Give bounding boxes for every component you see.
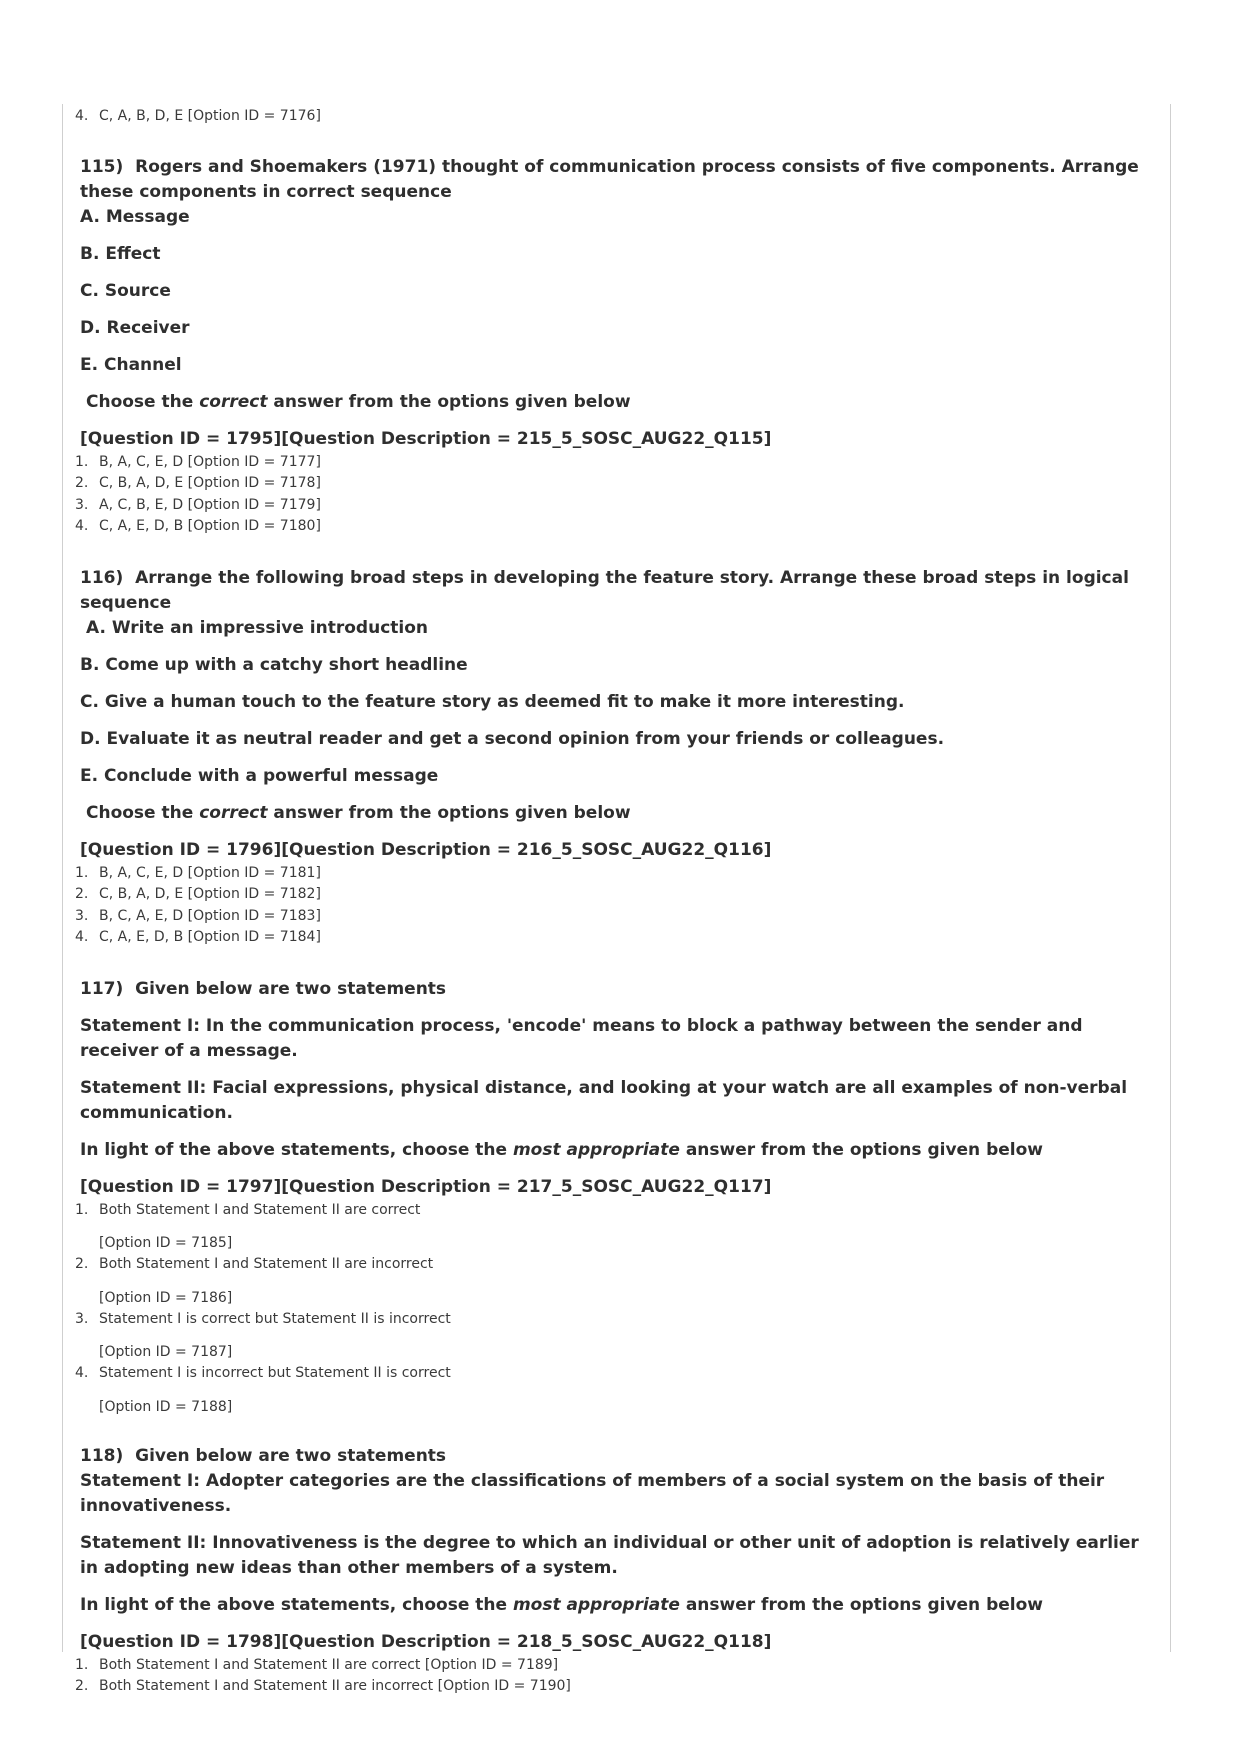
list-item: E. Channel [80,354,182,375]
list-item: C. Give a human touch to the feature story as deemed fit to make it more interesting. [80,691,905,712]
question-id: [Question ID = 1795][Question Description = 215_5_SOSC_AUG22_Q115] [80,428,772,449]
statement-2: Statement II: Innovativeness is the degree to which an individual or other unit of adoption is relatively earlier in adopting new ideas than other members of a system. [80,1532,1139,1578]
option-id: [Option ID = 7188] [99,1398,233,1415]
option-item: 2. C, B, A, D, E [Option ID = 7178] [75,475,321,491]
list-item: B. Come up with a catchy short headline [80,654,468,675]
option-item: 2. Both Statement I and Statement II are incorrect [Option ID = 7190] [75,1678,571,1694]
question-117 [62,977,1162,1418]
question-id: [Question ID = 1798][Question Description = 218_5_SOSC_AUG22_Q118] [80,1631,772,1652]
statement-1: Statement I: In the communication process, 'encode' means to block a pathway between the sender and receiver of a message. [80,1015,1083,1061]
option-item: 1. B, A, C, E, D [Option ID = 7177] [75,453,321,470]
question-id: [Question ID = 1796][Question Description = 216_5_SOSC_AUG22_Q116] [80,839,772,860]
option-item: 4. C, A, B, D, E [Option ID = 7176] [75,108,321,124]
statement-1: Statement I: Adopter categories are the classifications of members of a social system on the basis of their innovativeness. [80,1470,1105,1516]
option-item: 3. Statement I is correct but Statement II is incorrect [75,1310,451,1327]
list-item: A. Message [80,206,190,227]
list-item: E. Conclude with a powerful message [80,765,439,786]
instruction: Choose the correct answer from the options given below [86,802,631,823]
option-item: 1. Both Statement I and Statement II are correct [Option ID = 7189] [75,1656,559,1673]
document-content [62,106,1162,1698]
statement-2: Statement II: Facial expressions, physical distance, and looking at your watch are all examples of non-verbal communication. [80,1077,1128,1123]
option-item: 1. Both Statement I and Statement II are correct [75,1201,421,1218]
option-id: [Option ID = 7187] [99,1344,233,1360]
option-item: 4. C, A, E, D, B [Option ID = 7184] [75,929,321,945]
question-116 [62,566,1162,949]
instruction: In light of the above statements, choose the most appropriate answer from the options given below [80,1139,1043,1160]
instruction: In light of the above statements, choose the most appropriate answer from the options given below [80,1594,1043,1615]
question-115 [62,155,1162,538]
question-stem: 118) Given below are two statements [80,1445,447,1466]
question-stem: 116) Arrange the following broad steps in developing the feature story. Arrange these broad steps in logical sequence [80,567,1129,613]
question-118 [62,1444,1162,1698]
option-id: [Option ID = 7185] [99,1235,233,1251]
instruction: Choose the correct answer from the options given below [86,391,631,412]
question-stem: 117) Given below are two statements [80,978,447,999]
option-item: 2. C, B, A, D, E [Option ID = 7182] [75,886,321,902]
list-item: B. Effect [80,243,161,264]
option-item: 3. B, C, A, E, D [Option ID = 7183] [75,907,321,924]
list-item: D. Receiver [80,317,190,338]
option-item: 4. C, A, E, D, B [Option ID = 7180] [75,518,321,534]
option-item: 1. B, A, C, E, D [Option ID = 7181] [75,864,321,881]
option-id: [Option ID = 7186] [99,1289,233,1306]
option-item: 2. Both Statement I and Statement II are incorrect [75,1256,434,1272]
list-item: C. Source [80,280,171,301]
list-item: A. Write an impressive introduction [86,617,429,638]
question-stem: 115) Rogers and Shoemakers (1971) thought of communication process consists of five components. Arrange these components in correct sequence [80,156,1139,202]
question-id: [Question ID = 1797][Question Description = 217_5_SOSC_AUG22_Q117] [80,1176,772,1197]
option-item: 3. A, C, B, E, D [Option ID = 7179] [75,496,321,513]
list-item: D. Evaluate it as neutral reader and get a second opinion from your friends or colleagues. [80,728,945,749]
option-item: 4. Statement I is incorrect but Statement II is correct [75,1365,451,1381]
